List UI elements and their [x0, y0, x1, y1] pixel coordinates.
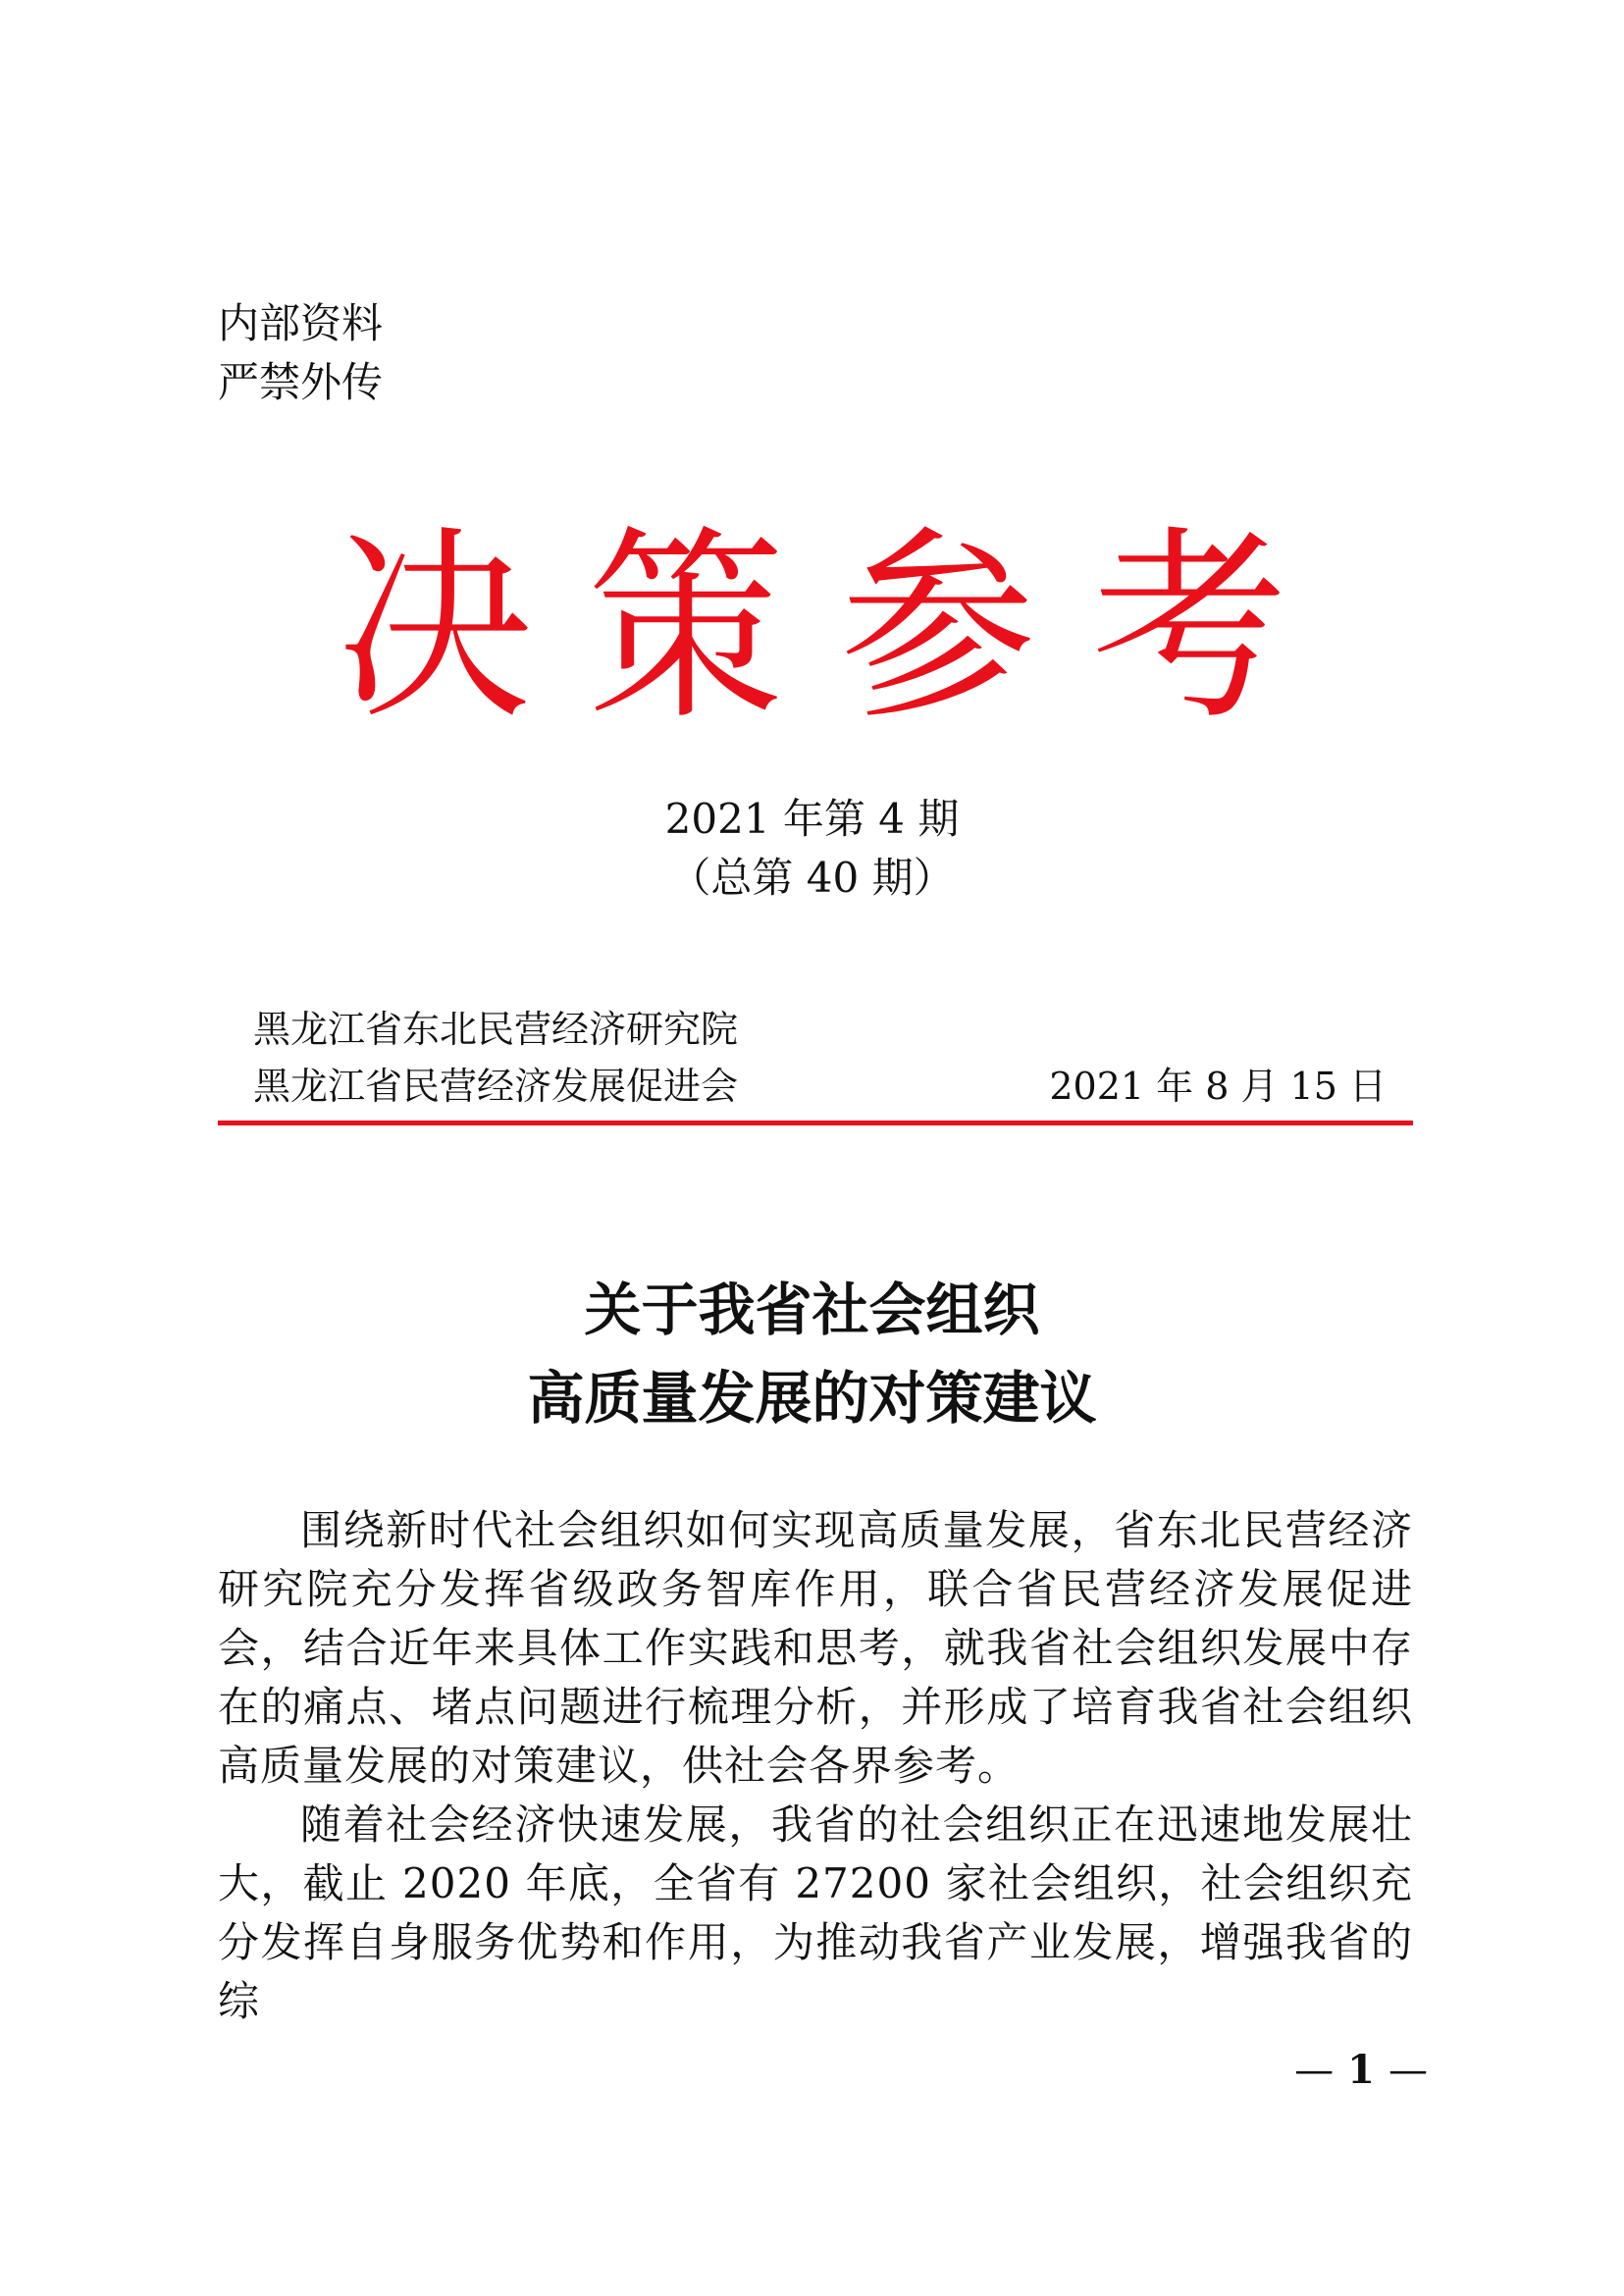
article-title-line1: 关于我省社会组织: [584, 1277, 1040, 1343]
article-body: [218, 1501, 1413, 2031]
page-number-value: 1: [1347, 2047, 1375, 2093]
publication-date: 2021 年 8 月 15 日: [1049, 1065, 1387, 1108]
issue-info: [0, 790, 1624, 908]
paragraph-development: 随着社会经济快速发展，我省的社会组织正在迅速地发展壮大，截止 2020 年底，全省有 27200 家社会组织，社会组织充分发挥自身服务优势和作用，为推动我省产业发展，增强我省的综: [218, 1800, 1413, 2025]
header-divider: [218, 1121, 1413, 1125]
page-number: [1294, 2041, 1428, 2100]
confidential-line-restricted: 严禁外传: [218, 358, 384, 406]
confidential-notice: [218, 294, 383, 412]
publisher-institute: 黑龙江省东北民营经济研究院: [253, 1008, 739, 1051]
article-title-line2: 高质量发展的对策建议: [527, 1365, 1097, 1432]
publishers: [253, 1001, 738, 1115]
issue-number: 2021 年第 4 期: [664, 795, 960, 843]
paragraph-intro: 围绕新时代社会组织如何实现高质量发展，省东北民营经济研究院充分发挥省级政务智库作用，联合省民营经济发展促进会，结合近年来具体工作实践和思考，就我省社会组织发展中存在的痛点、堵点问题进行梳理分析，并形成了培育我省社会组织高质量发展的对策建议，供社会各界参考。: [218, 1506, 1413, 1790]
page-number-dash-left: —: [1294, 2048, 1335, 2093]
masthead-title: 决策参考: [336, 507, 1344, 748]
article-title: [0, 1266, 1624, 1442]
issue-total-number: （总第 40 期）: [669, 854, 955, 902]
confidential-line-internal: 内部资料: [218, 299, 384, 347]
page-number-dash-right: —: [1388, 2048, 1428, 2093]
publisher-association: 黑龙江省民营经济发展促进会: [253, 1065, 739, 1108]
